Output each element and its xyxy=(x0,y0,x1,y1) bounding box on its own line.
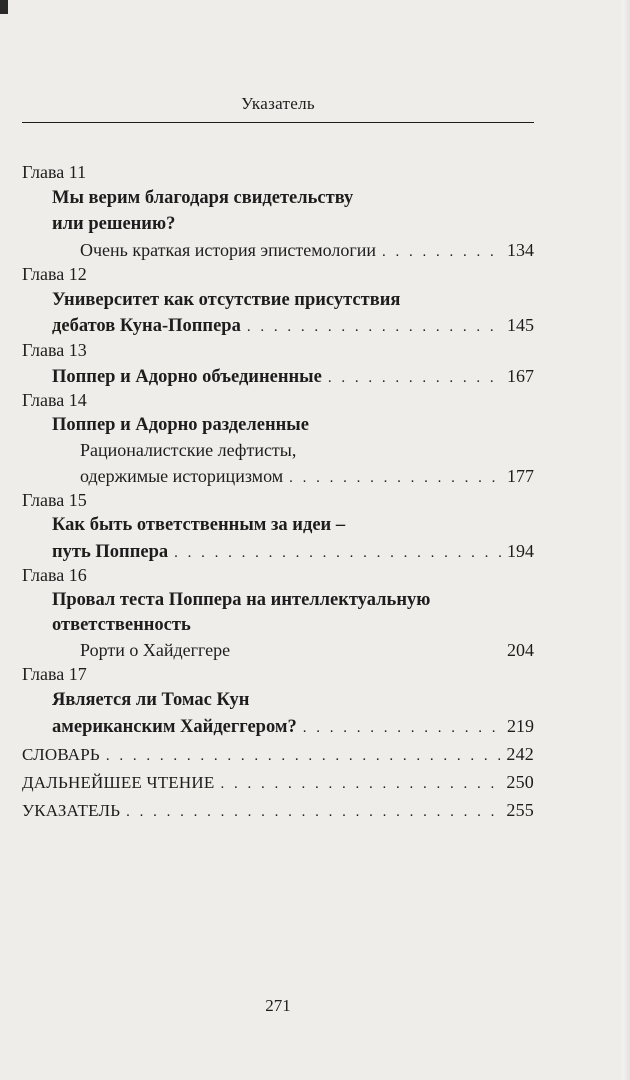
page-edge-shadow xyxy=(622,0,630,1080)
chapter-subtitle-16: Рорти о Хайдеггере xyxy=(80,640,231,660)
toc-entry-glossary xyxy=(22,744,534,765)
toc-entry-15 xyxy=(52,541,534,563)
chapter-label-14: Глава 14 xyxy=(22,390,87,410)
chapter-title-16-line1: Провал теста Поппера на интеллектуальную xyxy=(52,590,431,610)
toc-entry-16 xyxy=(80,640,534,661)
chapter-subtitle-14-line1: Рационалистские лефтисты, xyxy=(80,440,297,460)
leader-dots xyxy=(303,720,501,737)
chapter-title-17-line1: Является ли Томас Кун xyxy=(52,690,250,710)
page-number-13: 167 xyxy=(507,366,534,386)
toc-entry-further-reading xyxy=(22,772,534,793)
toc-page xyxy=(22,0,534,1080)
page-number-17: 219 xyxy=(507,716,534,736)
page-number-16: 204 xyxy=(507,640,534,660)
chapter-subtitle-11: Очень краткая история эпистемологии xyxy=(80,240,377,260)
leader-dots xyxy=(174,545,501,562)
chapter-title-12-line1: Университет как отсутствие присутствия xyxy=(52,290,401,310)
toc-entry-13 xyxy=(52,366,534,388)
chapter-title-16-line2: ответственность xyxy=(52,615,191,635)
leader-dots xyxy=(247,319,501,336)
glossary-page: 242 xyxy=(506,744,534,764)
chapter-title-15-line1: Как быть ответственным за идеи – xyxy=(52,515,346,535)
scan-corner-mark xyxy=(0,0,8,14)
chapter-label-16: Глава 16 xyxy=(22,565,87,585)
toc-entry-index xyxy=(22,800,534,821)
page-number-11: 134 xyxy=(507,240,534,260)
chapter-title-12-line2: дебатов Куна-Поппера xyxy=(52,316,241,336)
header-rule xyxy=(22,122,534,123)
toc-entry-17 xyxy=(52,716,534,738)
toc-entry-12 xyxy=(52,315,534,337)
index-page: 255 xyxy=(506,800,534,820)
index-label: УКАЗАТЕЛЬ xyxy=(22,801,121,820)
chapter-label-15: Глава 15 xyxy=(22,490,87,510)
chapter-title-13: Поппер и Адорно объединенные xyxy=(52,367,322,387)
leader-dots xyxy=(126,804,500,821)
chapter-title-17-line2: американским Хайдеггером? xyxy=(52,717,297,737)
chapter-label-12: Глава 12 xyxy=(22,264,87,284)
leader-dots xyxy=(220,776,500,793)
leader-dots xyxy=(106,748,501,765)
running-head: Указатель xyxy=(241,94,315,113)
page-number-folio: 271 xyxy=(265,996,291,1015)
chapter-subtitle-14-line2: одержимые историцизмом xyxy=(80,466,284,486)
leader-dots xyxy=(382,244,501,261)
chapter-title-15-line2: путь Поппера xyxy=(52,542,169,562)
leader-dots xyxy=(289,470,501,487)
chapter-title-11-line2: или решению? xyxy=(52,214,176,234)
page-number-15: 194 xyxy=(507,541,534,561)
page-number-14: 177 xyxy=(507,466,534,486)
leader-dots xyxy=(328,370,501,387)
chapter-label-11: Глава 11 xyxy=(22,162,87,182)
toc-entry-14 xyxy=(80,466,534,487)
further-reading-label: ДАЛЬНЕЙШЕЕ ЧТЕНИЕ xyxy=(22,773,215,792)
chapter-title-14: Поппер и Адорно разделенные xyxy=(52,415,309,435)
chapter-label-17: Глава 17 xyxy=(22,664,87,684)
glossary-label: СЛОВАРЬ xyxy=(22,745,100,764)
page-number-12: 145 xyxy=(507,315,534,335)
chapter-title-11-line1: Мы верим благодаря свидетельству xyxy=(52,188,354,208)
further-reading-page: 250 xyxy=(506,772,534,792)
chapter-label-13: Глава 13 xyxy=(22,340,87,360)
toc-entry-11 xyxy=(80,240,534,261)
